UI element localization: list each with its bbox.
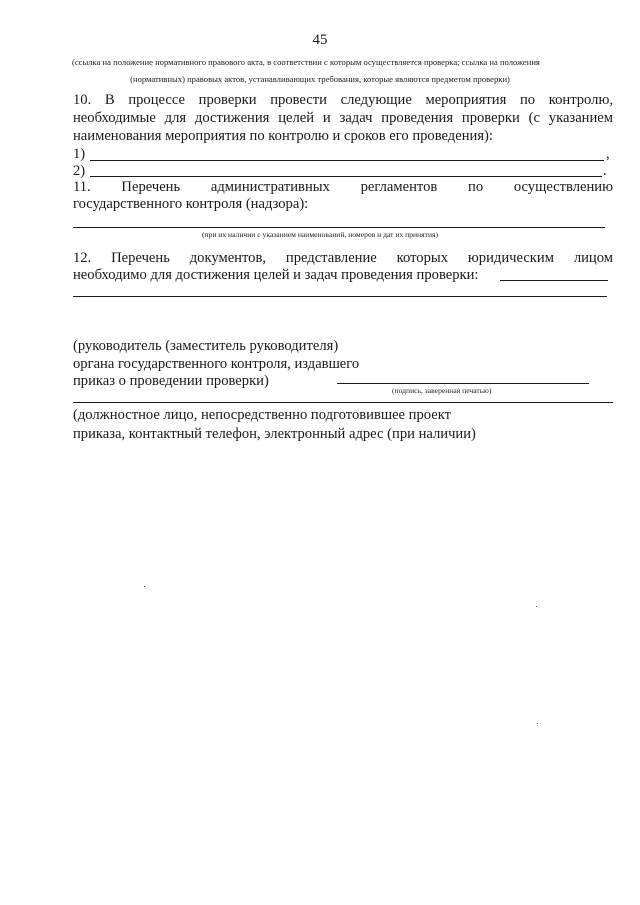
item10-entry2-fill-line xyxy=(90,176,602,177)
page-number: 45 xyxy=(312,32,328,48)
item12-fill-line-1 xyxy=(500,280,608,281)
item11-fill-line xyxy=(73,227,605,228)
item10-line1: 10. В процессе проверки провести следующие мероприятия по контролю, xyxy=(73,92,613,108)
item10-entry1-label: 1) xyxy=(73,146,86,162)
scan-speck xyxy=(537,723,538,724)
item10-entry1 xyxy=(73,145,85,163)
responsible-line1: (должностное лицо, непосредственно подготовившее проект xyxy=(73,407,452,423)
header-caption-line2: (нормативных) правовых актов, устанавливающих требования, которые являются предметом проверки) xyxy=(130,74,510,84)
item10-line3: наименования мероприятия по контролю и сроков его проведения): xyxy=(73,128,493,144)
signature-role-line2: органа государственного контроля, издавшего xyxy=(73,356,360,372)
item10-entry2-label: 2) xyxy=(73,163,86,179)
item12-line1: 12. Перечень документов, представление которых юридическим лицом xyxy=(73,250,613,266)
signature-role-line1: (руководитель (заместитель руководителя) xyxy=(73,338,339,354)
item10-entry1-end: , xyxy=(606,146,610,162)
item11-caption: (при их наличии с указанием наименований, номеров и дат их принятия) xyxy=(201,230,439,239)
item10-line2: необходимые для достижения целей и задач проведения проверки (с указанием xyxy=(73,110,613,126)
header-caption-line1: (ссылка на положение нормативного правового акта, в соответствии с которым осуществляется проверка; ссылка на положения xyxy=(72,57,540,67)
item11-line2: государственного контроля (надзора): xyxy=(73,196,309,212)
scan-speck xyxy=(536,606,537,607)
item11-line1: 11. Перечень административных регламентов по осуществлению xyxy=(73,179,613,195)
signature-caption: (подпись, заверенная печатью) xyxy=(392,386,492,395)
item12-line2: необходимо для достижения целей и задач проведения проверки: xyxy=(73,267,479,283)
scan-speck xyxy=(144,586,145,587)
responsible-line2: приказа, контактный телефон, электронный адрес (при наличии) xyxy=(73,426,476,442)
item12-fill-line-2 xyxy=(73,296,607,297)
signature-line xyxy=(337,383,589,384)
signature-separator-line xyxy=(73,402,613,403)
signature-role-line3: приказ о проведении проверки) xyxy=(73,373,269,389)
item10-entry1-fill-line xyxy=(90,160,604,161)
item10-entry2-end: . xyxy=(603,163,607,179)
